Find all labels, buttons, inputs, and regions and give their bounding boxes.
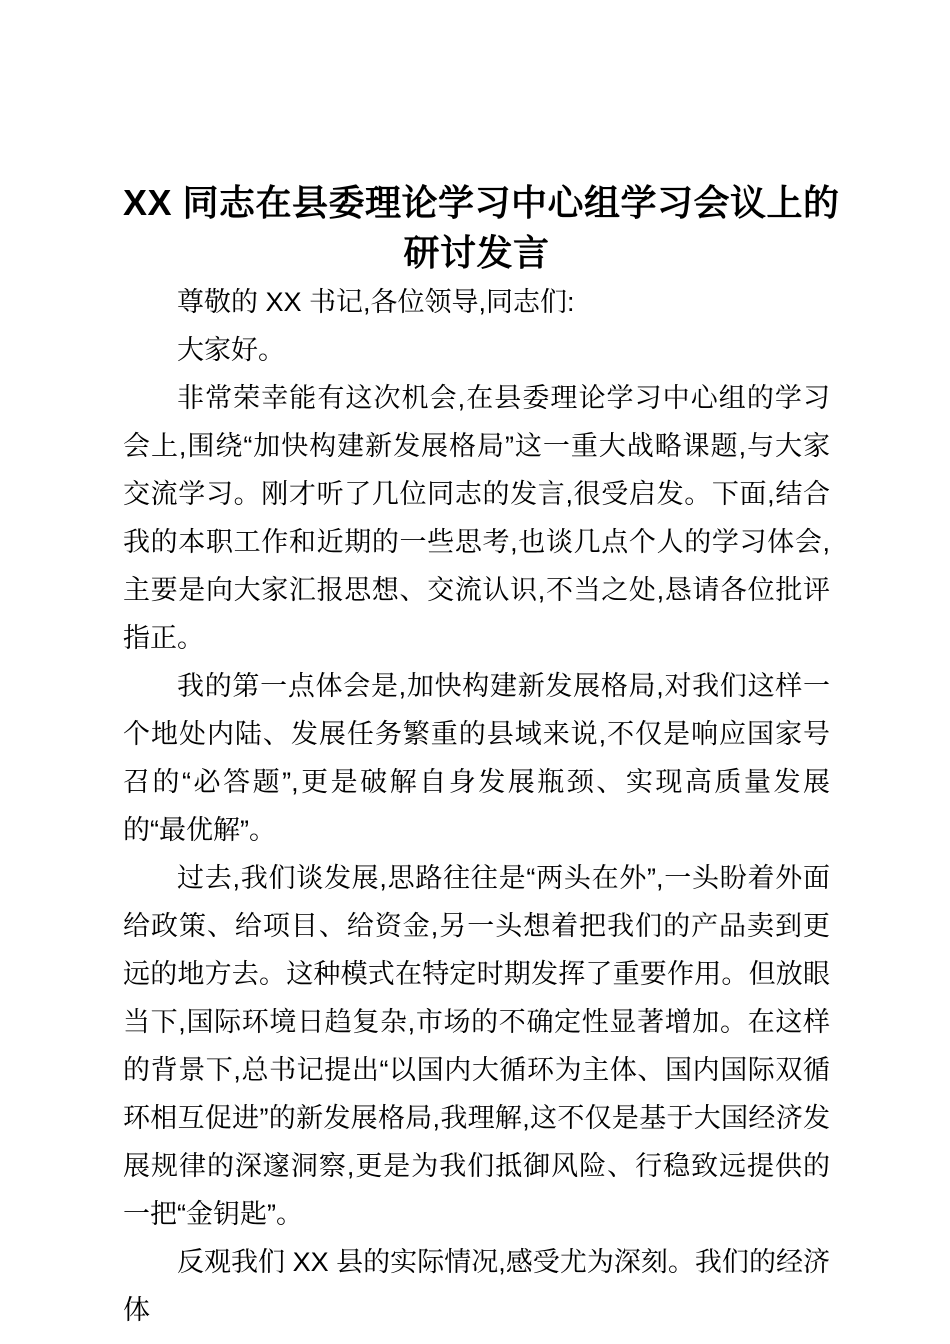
document-body — [123, 278, 830, 1334]
paragraph-point-one: 我的第一点体会是,加快构建新发展格局,对我们这样一个地处内陆、发展任务繁重的县域来说,不仅是响应国家号召的“必答题”,更是破解自身发展瓶颈、实现高质量发展的“最优解”。 — [123, 671, 830, 845]
document-title-line-1: XX 同志在县委理论学习中心组学习会议上的 — [123, 182, 840, 223]
document-title-line-2: 研讨发言 — [403, 232, 550, 273]
paragraph-county-situation: 反观我们 XX 县的实际情况,感受尤为深刻。我们的经济体 — [123, 1247, 830, 1325]
paragraph-past-development: 过去,我们谈发展,思路往往是“两头在外”,一头盼着外面给政策、给项目、给资金,另一头想着把我们的产品卖到更远的地方去。这种模式在特定时期发挥了重要作用。但放眼当下,国际环境日趋复杂,市场的不确定性显著增加。在这样的背景下,总书记提出“以国内大循环为主体、国内国际双循环相互促进”的新发展格局,我理解,这不仅是基于大国经济发展规律的深邃洞察,更是为我们抵御风险、行稳致远提供的一把“金钥匙”。 — [123, 863, 830, 1229]
paragraph-opening: 非常荣幸能有这次机会,在县委理论学习中心组的学习会上,围绕“加快构建新发展格局”这一重大战略课题,与大家交流学习。刚才听了几位同志的发言,很受启发。下面,结合我的本职工作和近期的一些思考,也谈几点个人的学习体会,主要是向大家汇报思想、交流认识,不当之处,恳请各位批评指正。 — [123, 383, 830, 653]
paragraph-salutation: 尊敬的 XX 书记,各位领导,同志们: — [177, 287, 575, 317]
document-title — [123, 178, 840, 278]
paragraph-greeting: 大家好。 — [177, 335, 285, 365]
